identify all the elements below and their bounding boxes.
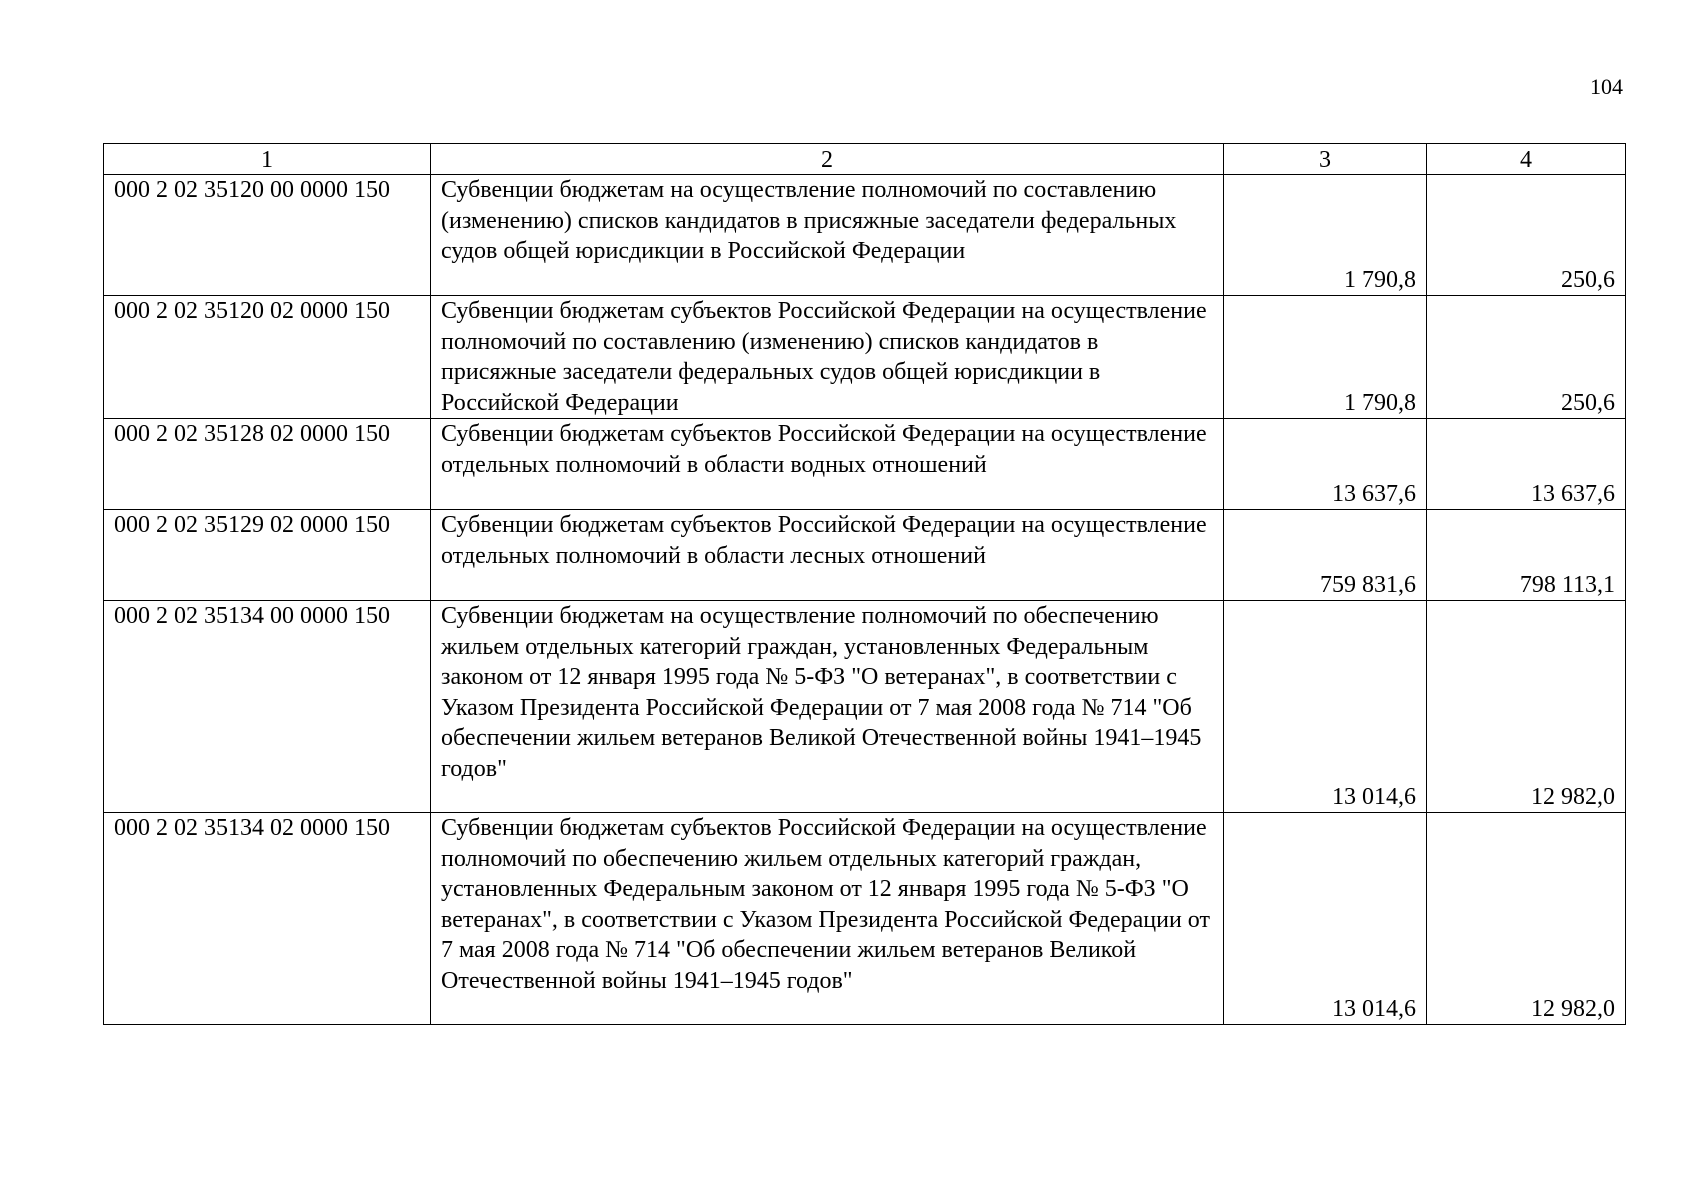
description-cell: Субвенции бюджетам на осуществление полномочий по обеспечению жильем отдельных категорий граждан, установленных Федеральным законом от 12 января 1995 года № 5-ФЗ "О ветеранах", в соответствии с Указом Президента Российской Федерации от 7 мая 2008 года № 714 "Об обеспечении жильем ветеранов Великой Отечественной войны 1941–1945 годов"	[431, 601, 1224, 813]
table-row	[104, 419, 1626, 510]
column-4-value: 798 113,1	[1427, 510, 1626, 601]
column-3-value: 1 790,8	[1224, 296, 1427, 419]
table-row	[104, 813, 1626, 1025]
column-4-value: 250,6	[1427, 175, 1626, 296]
column-4-value: 12 982,0	[1427, 813, 1626, 1025]
page-number: 104	[1590, 74, 1623, 99]
budget-table	[103, 143, 1626, 1025]
column-3-value: 1 790,8	[1224, 175, 1427, 296]
column-3-value: 13 014,6	[1224, 813, 1427, 1025]
budget-code-cell: 000 2 02 35120 00 0000 150	[104, 175, 431, 296]
table-row	[104, 510, 1626, 601]
budget-code-cell: 000 2 02 35134 02 0000 150	[104, 813, 431, 1025]
column-header: 3	[1224, 144, 1427, 175]
table-row	[104, 601, 1626, 813]
description-cell: Субвенции бюджетам на осуществление полномочий по составлению (изменению) списков кандидатов в присяжные заседатели федеральных судов общей юрисдикции в Российской Федерации	[431, 175, 1224, 296]
budget-code-cell: 000 2 02 35120 02 0000 150	[104, 296, 431, 419]
table-row	[104, 296, 1626, 419]
column-4-value: 12 982,0	[1427, 601, 1626, 813]
description-cell: Субвенции бюджетам субъектов Российской Федерации на осуществление полномочий по обеспечению жильем отдельных категорий граждан, установленных Федеральным законом от 12 января 1995 года № 5-ФЗ "О ветеранах", в соответствии с Указом Президента Российской Федерации от 7 мая 2008 года № 714 "Об обеспечении жильем ветеранов Великой Отечественной войны 1941–1945 годов"	[431, 813, 1224, 1025]
column-header: 1	[104, 144, 431, 175]
description-cell: Субвенции бюджетам субъектов Российской Федерации на осуществление отдельных полномочий в области водных отношений	[431, 419, 1224, 510]
description-cell: Субвенции бюджетам субъектов Российской Федерации на осуществление полномочий по составлению (изменению) списков кандидатов в присяжные заседатели федеральных судов общей юрисдикции в Российской Федерации	[431, 296, 1224, 419]
budget-code-cell: 000 2 02 35134 00 0000 150	[104, 601, 431, 813]
budget-code-cell: 000 2 02 35128 02 0000 150	[104, 419, 431, 510]
table-header-row	[104, 144, 1626, 175]
budget-code-cell: 000 2 02 35129 02 0000 150	[104, 510, 431, 601]
column-3-value: 759 831,6	[1224, 510, 1427, 601]
column-header: 4	[1427, 144, 1626, 175]
table-row	[104, 175, 1626, 296]
column-3-value: 13 637,6	[1224, 419, 1427, 510]
column-3-value: 13 014,6	[1224, 601, 1427, 813]
column-header: 2	[431, 144, 1224, 175]
column-4-value: 250,6	[1427, 296, 1626, 419]
description-cell: Субвенции бюджетам субъектов Российской Федерации на осуществление отдельных полномочий в области лесных отношений	[431, 510, 1224, 601]
column-4-value: 13 637,6	[1427, 419, 1626, 510]
